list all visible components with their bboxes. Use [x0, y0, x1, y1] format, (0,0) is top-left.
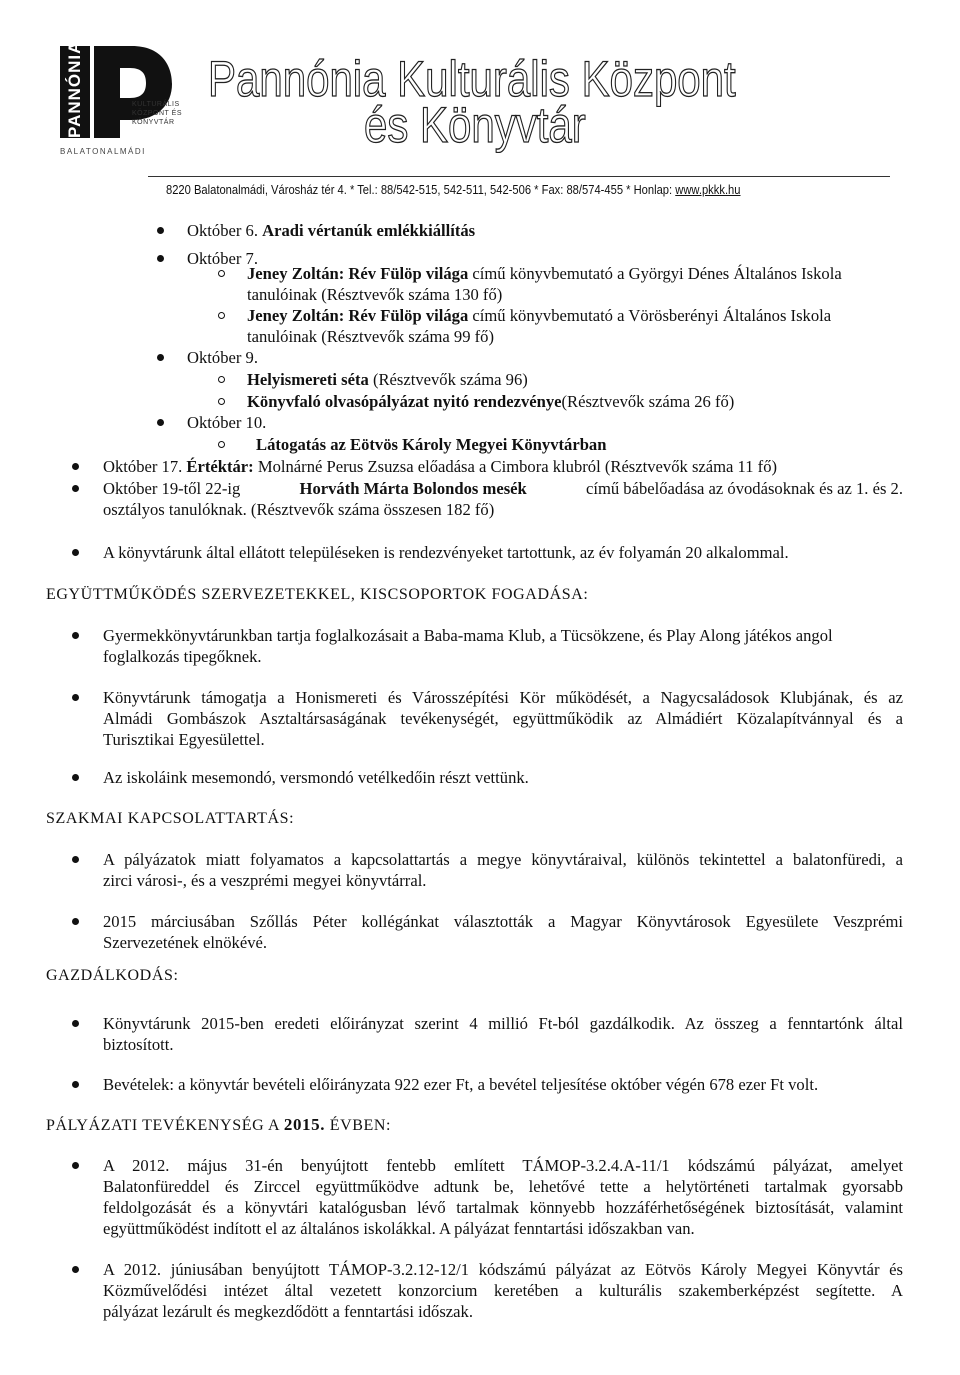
logo-small-line: KULTURÁLIS	[132, 101, 180, 108]
logo-vertical-bar	[60, 40, 90, 138]
bullet-icon	[157, 419, 164, 426]
event-description: (Résztvevők száma 96)	[368, 370, 528, 389]
circle-bullet-icon	[218, 441, 225, 448]
event-description: című bábelőadása az óvodásoknak és az 1. és 2.	[585, 479, 903, 498]
bullet-icon	[157, 255, 164, 262]
logo-small-text	[132, 100, 182, 127]
logo-vertical-text: PANNÓNIA	[65, 40, 84, 138]
sub-list-item-continuation: tanulóinak (Résztvevők száma 130 fő)	[247, 285, 503, 304]
list-item: Gyermekkönyvtárunkban tartja foglalkozásait a Baba-mama Klub, a Tücsökzene, és Play Along játékos angol	[103, 626, 833, 645]
section-heading-text: ÉVBEN:	[325, 1117, 392, 1134]
bullet-icon	[72, 856, 79, 863]
event-date: Október 7.	[187, 249, 258, 268]
event-title: Értéktár:	[186, 457, 254, 476]
list-item-continuation: zirci városi-, és a veszprémi megyei könyvtárral.	[103, 871, 427, 890]
section-heading-grants	[46, 1114, 391, 1136]
list-item-continuation: pályázat lezárult és megkezdődött a fenntartási időszak.	[103, 1302, 473, 1321]
list-item: A könyvtárunk által ellátott településeken is rendezvényeket tartottunk, az év folyamán 20 alkalommal.	[103, 543, 789, 562]
circle-bullet-icon	[218, 376, 225, 383]
event-title: Helyismereti séta	[247, 370, 369, 389]
list-item-continuation: biztosított.	[103, 1035, 174, 1054]
list-item: Könyvtárunk 2015-ben eredeti előirányzat szerint 4 millió Ft-ból gazdálkodik. Az összeg a fenntartónk által	[103, 1014, 903, 1033]
book-title: Jeney Zoltán: Rév Fülöp világa	[247, 306, 469, 325]
website-link[interactable]: www.pkkk.hu	[675, 182, 741, 197]
logo-city: BALATONALMÁDI	[60, 147, 146, 156]
section-heading-finance	[46, 965, 179, 986]
event-date: Október 9.	[187, 348, 258, 367]
bullet-icon	[72, 694, 79, 701]
sub-list-item	[247, 391, 734, 412]
event-title: Aradi vértanúk emlékkiállítás	[262, 221, 476, 240]
list-item-continuation: Balatonfüreddel és Zirccel együttműködve adtunk be, lehetővé tette a helytörténeti tartalmak gyorsabb	[103, 1177, 903, 1196]
section-heading-professional	[46, 808, 294, 829]
list-item: 2015 márciusában Szőllás Péter kollégánkat választották a Magyar Könyvtárosok Egyesülete Veszprémi	[103, 912, 903, 931]
contact-line	[166, 179, 741, 200]
bullet-icon	[72, 774, 79, 781]
section-heading-cooperation	[46, 584, 588, 605]
header-divider	[148, 176, 890, 177]
event-description: (Résztvevők száma 26 fő)	[561, 392, 735, 411]
bullet-icon	[72, 1266, 79, 1273]
bullet-icon	[157, 354, 164, 361]
sub-list-item	[247, 263, 842, 284]
event-title: Horváth Márta Bolondos mesék	[299, 479, 527, 498]
section-heading-text: SZAKMAI KAPCSOLATTARTÁS:	[46, 810, 295, 827]
event-description: című könyvbemutató a Györgyi Dénes Általános Iskola	[468, 264, 842, 283]
event-date: Október 10.	[187, 413, 267, 432]
circle-bullet-icon	[218, 312, 225, 319]
sub-list-item	[247, 369, 528, 390]
list-item-continuation: Turisztikai Egyesülettel.	[103, 730, 265, 749]
bullet-icon	[72, 632, 79, 639]
list-item	[103, 456, 777, 477]
section-heading-text: PÁLYÁZATI TEVÉKENYSÉG A	[46, 1117, 284, 1134]
list-item-continuation: osztályos tanulóknak. (Résztvevők száma összesen 182 fő)	[103, 500, 495, 519]
section-heading-text: EGYÜTTMŰKÖDÉS SZERVEZETEKKEL, KISCSOPORTOK FOGADÁSA:	[46, 586, 589, 603]
bullet-icon	[72, 1020, 79, 1027]
circle-bullet-icon	[218, 398, 225, 405]
section-heading-text: GAZDÁLKODÁS:	[46, 967, 179, 984]
list-item-continuation: együttműködést indított el az általános iskolákkal. A pályázat fenntartási időszakban van.	[103, 1219, 695, 1238]
sub-list-item	[247, 305, 831, 326]
list-item: Könyvtárunk támogatja a Honismereti és Városszépítési Kör működését, a Nagycsaládosok Klubjának, és az	[103, 688, 903, 707]
event-date: Október 6.	[187, 221, 258, 240]
letterhead-title-line1: Pannónia Kulturális Központ	[208, 51, 736, 107]
event-description: című könyvbemutató a Vörösberényi Általános Iskola	[468, 306, 832, 325]
list-item-continuation: feldolgozását és a könyvtári katalógusban lévő tartalmak könnyebb hozzáférhetőségének biztosítását, valamint	[103, 1198, 903, 1217]
library-logo	[60, 40, 196, 156]
bullet-icon	[72, 463, 79, 470]
list-item: Az iskoláink mesemondó, versmondó vetélkedőin részt vettünk.	[103, 768, 529, 787]
event-title: Könyvfaló olvasópályázat nyitó rendezvénye	[247, 392, 562, 411]
list-item-continuation: Almádi Gombászok Asztaltársaságának tevékenységét, együttműködik az Almádiért Közalapítvánnyal és a	[103, 709, 903, 728]
logo-small-line: KÖZPONT ÉS	[132, 110, 182, 117]
bullet-icon	[72, 1081, 79, 1088]
sub-list-item-continuation: tanulóinak (Résztvevők száma 99 fő)	[247, 327, 494, 346]
event-date: Október 19-től 22-ig	[103, 479, 241, 498]
list-item: A 2012. júniusában benyújtott TÁMOP-3.2.12-12/1 kódszámú pályázat az Eötvös Károly Megyei Könyvtár és	[103, 1260, 903, 1279]
bullet-icon	[72, 918, 79, 925]
list-item: Bevételek: a könyvtár bevételi előirányzata 922 ezer Ft, a bevétel teljesítése október végén 678 ezer Ft volt.	[103, 1075, 819, 1094]
list-item-continuation: foglalkozás tipegőknek.	[103, 647, 262, 666]
list-item	[187, 220, 475, 241]
letterhead-title-line2: és Könyvtár	[364, 97, 586, 153]
event-date: Október 17.	[103, 457, 187, 476]
bullet-icon	[157, 227, 164, 234]
list-item-continuation: Közművelődési intézet által vezetett konzorcium keretében a kulturális szakemberképzést segítette. A	[103, 1281, 903, 1300]
logo-small-line: KÖNYVTÁR	[132, 119, 175, 126]
bullet-icon	[72, 1162, 79, 1169]
bullet-icon	[72, 549, 79, 556]
list-item: A 2012. május 31-én benyújtott fentebb említett TÁMOP-3.2.4.A-11/1 kódszámú pályázat, amelyet	[103, 1156, 903, 1175]
list-item-continuation: Szervezetének elnökévé.	[103, 933, 268, 952]
event-title: Látogatás az Eötvös Károly Megyei Könyvtárban	[256, 435, 607, 454]
event-description: Molnárné Perus Zsuzsa előadása a Cimbora klubról (Résztvevők száma 11 fő)	[253, 457, 778, 476]
contact-text: 8220 Balatonalmádi, Városház tér 4. * Tel.: 88/542-515, 542-511, 542-506 * Fax: 88/574-455 * Honlap:	[166, 182, 676, 197]
list-item	[103, 478, 903, 499]
bullet-icon	[72, 485, 79, 492]
circle-bullet-icon	[218, 270, 225, 277]
list-item: A pályázatok miatt folyamatos a kapcsolattartás a megye könyvtáraival, különös tekintettel a balatonfüredi, a	[103, 850, 903, 869]
section-heading-year: 2015.	[283, 1115, 326, 1134]
book-title: Jeney Zoltán: Rév Fülöp világa	[247, 264, 469, 283]
